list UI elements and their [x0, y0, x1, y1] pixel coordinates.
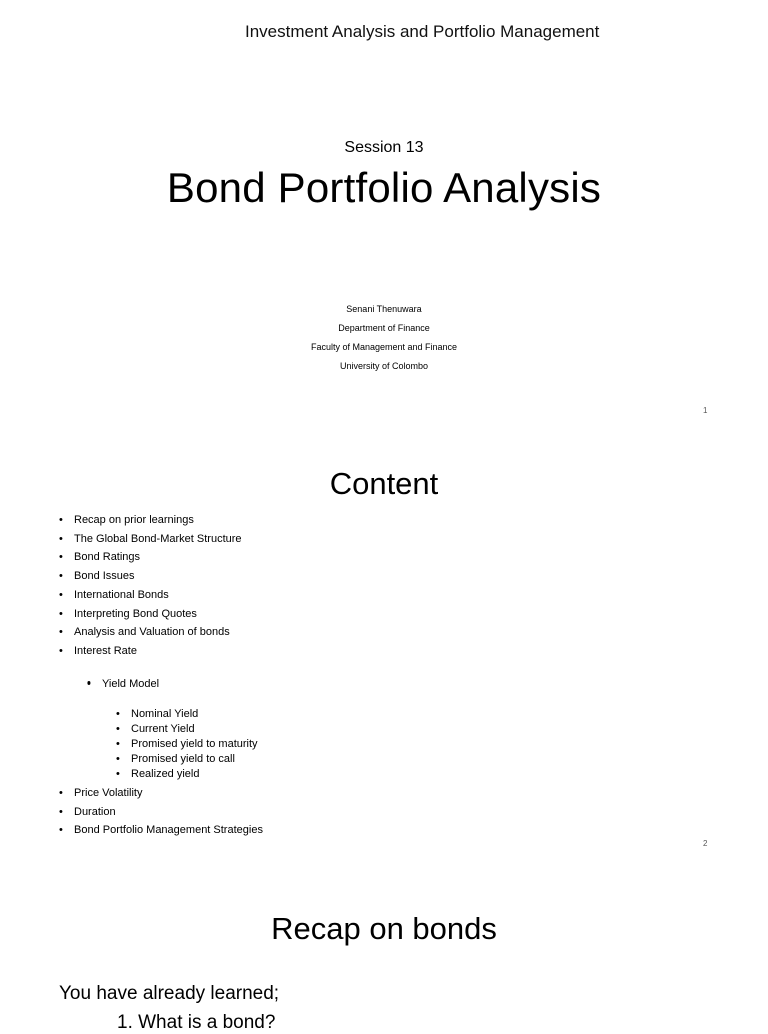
list-item: • Nominal Yield [116, 707, 258, 722]
list-item-yield-model: • Yield Model [87, 677, 159, 692]
yield-model-list [116, 707, 258, 782]
course-header: Investment Analysis and Portfolio Management [245, 22, 600, 41]
recap-title: Recap on bonds [271, 911, 497, 946]
slide-title: Bond Portfolio Analysis [166, 164, 602, 211]
author-name: Senani Thenuwara [346, 304, 422, 314]
list-item: • Realized yield [116, 767, 258, 782]
list-item: • Bond Portfolio Management Strategies [59, 821, 263, 840]
list-item: • Price Volatility [59, 784, 263, 803]
list-item: • Interpreting Bond Quotes [59, 605, 242, 624]
list-item: • Promised yield to maturity [116, 737, 258, 752]
list-item: • Interest Rate [59, 642, 242, 661]
content-list-top [59, 511, 242, 661]
list-item: • Promised yield to call [116, 752, 258, 767]
list-item: • Recap on prior learnings [59, 511, 242, 530]
content-list-bottom [59, 784, 263, 840]
content-sublist [87, 676, 159, 692]
session-label: Session 13 [344, 139, 424, 156]
author-faculty: Faculty of Management and Finance [310, 342, 458, 352]
author-university: University of Colombo [339, 361, 429, 371]
list-item: • International Bonds [59, 586, 242, 605]
list-item: • Duration [59, 803, 263, 822]
list-item: • Bond Issues [59, 567, 242, 586]
recap-first-item: 1. What is a bond? [117, 1012, 276, 1033]
recap-intro: You have already learned; [59, 983, 280, 1004]
list-item: • Analysis and Valuation of bonds [59, 623, 242, 642]
author-department: Department of Finance [338, 323, 430, 333]
content-title: Content [329, 466, 439, 501]
list-item: • Current Yield [116, 722, 258, 737]
list-item: • Bond Ratings [59, 548, 242, 567]
page-number: 1 [703, 406, 708, 415]
list-item: • The Global Bond-Market Structure [59, 530, 242, 549]
page-number: 2 [703, 839, 708, 848]
